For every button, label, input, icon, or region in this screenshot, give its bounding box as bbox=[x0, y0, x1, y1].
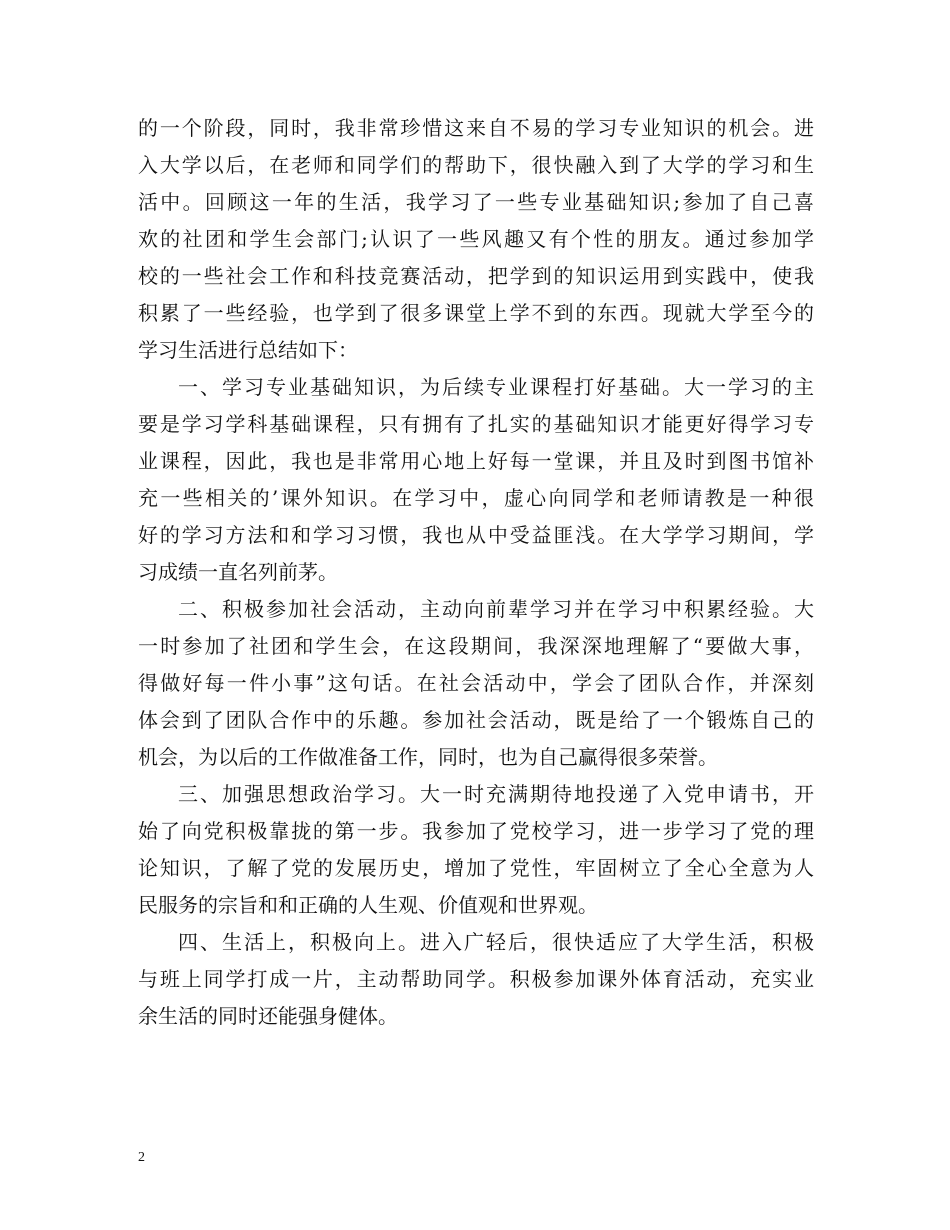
text-line: 三、加强思想政治学习。大一时充满期待地投递了入党申请书，开 bbox=[178, 782, 814, 806]
text-line: 习成绩一直名列前茅。 bbox=[138, 560, 338, 584]
text-line: 始了向党积极靠拢的第一步。我参加了党校学习，进一步学习了党的理 bbox=[138, 819, 814, 843]
text-line: 校的一些社会工作和科技竞赛活动，把学到的知识运用到实践中，使我 bbox=[138, 264, 814, 288]
text-line: 一时参加了社团和学生会，在这段期间，我深深地理解了“要做大事， bbox=[138, 634, 814, 658]
text-line: 业课程，因此，我也是非常用心地上好每一堂课，并且及时到图书馆补 bbox=[138, 449, 814, 473]
text-line: 欢的社团和学生会部门;认识了一些风趣又有个性的朋友。通过参加学 bbox=[138, 227, 814, 251]
text-line: 与班上同学打成一片，主动帮助同学。积极参加课外体育活动，充实业 bbox=[138, 967, 814, 991]
text-line: 二、积极参加社会活动，主动向前辈学习并在学习中积累经验。大 bbox=[178, 597, 814, 621]
text-line: 入大学以后，在老师和同学们的帮助下，很快融入到了大学的学习和生 bbox=[138, 153, 814, 177]
text-line: 要是学习学科基础课程，只有拥有了扎实的基础知识才能更好得学习专 bbox=[138, 412, 814, 436]
text-line: 的一个阶段，同时，我非常珍惜这来自不易的学习专业知识的机会。进 bbox=[138, 116, 814, 140]
text-line: 民服务的宗旨和和正确的人生观、价值观和世界观。 bbox=[138, 893, 598, 917]
text-line: 充一些相关的’课外知识。在学习中，虚心向同学和老师请教是一种很 bbox=[138, 486, 814, 510]
text-line: 论知识，了解了党的发展历史，增加了党性，牢固树立了全心全意为人 bbox=[138, 856, 814, 880]
text-line: 一、学习专业基础知识，为后续专业课程打好基础。大一学习的主 bbox=[178, 375, 814, 399]
text-line: 学习生活进行总结如下： bbox=[138, 338, 358, 362]
text-line: 机会，为以后的工作做准备工作，同时，也为自己赢得很多荣誉。 bbox=[138, 745, 718, 769]
text-line: 余生活的同时还能强身健体。 bbox=[138, 1004, 398, 1028]
text-line: 四、生活上，积极向上。进入广轻后，很快适应了大学生活，积极 bbox=[178, 930, 814, 954]
text-line: 得做好每一件小事”这句话。在社会活动中，学会了团队合作，并深刻 bbox=[138, 671, 814, 695]
text-line: 体会到了团队合作中的乐趣。参加社会活动，既是给了一个锻炼自己的 bbox=[138, 708, 814, 732]
text-line: 活中。回顾这一年的生活，我学习了一些专业基础知识;参加了自己喜 bbox=[138, 190, 814, 214]
body-text bbox=[138, 110, 814, 1035]
text-line: 积累了一些经验，也学到了很多课堂上学不到的东西。现就大学至今的 bbox=[138, 301, 814, 325]
text-line: 好的学习方法和和学习习惯，我也从中受益匪浅。在大学学习期间，学 bbox=[138, 523, 814, 547]
page-number: 2 bbox=[138, 1150, 145, 1165]
